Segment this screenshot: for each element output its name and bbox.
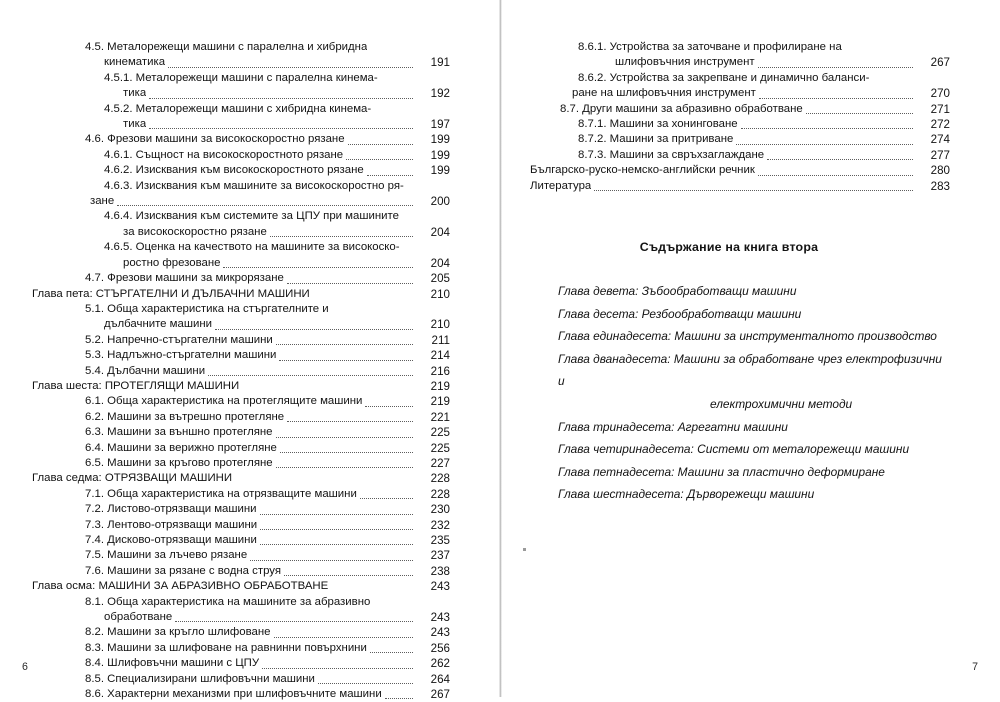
- toc-entry-page-number: 225: [430, 426, 450, 440]
- toc-entry-label: 8.7.3. Машини за свръхзаглаждане: [578, 148, 765, 161]
- dot-leader: [318, 682, 413, 684]
- toc-entry[interactable]: [28, 672, 450, 687]
- toc-entry[interactable]: [28, 364, 450, 379]
- toc-entry-page-number: 211: [431, 333, 450, 347]
- toc-entry-page-number: 238: [430, 564, 450, 578]
- toc-entry[interactable]: [28, 687, 450, 702]
- dot-leader: [223, 266, 413, 268]
- toc-entry-label: 4.6.4. Изисквания към системите за ЦПУ при машините: [104, 210, 399, 223]
- book-two-chapter-wrap: електрохимични методи: [710, 397, 853, 412]
- dot-leader: [758, 66, 913, 68]
- toc-entry-label: 7.2. Листово-отрязващи машини: [85, 503, 257, 516]
- toc-entry-page-number: 243: [430, 611, 450, 625]
- toc-entry-page-number: 271: [930, 102, 950, 116]
- toc-entry[interactable]: [530, 102, 950, 117]
- dot-leader: [331, 591, 413, 592]
- toc-entry-page-number: 277: [930, 148, 950, 162]
- toc-entry-label: тика: [123, 118, 147, 131]
- dot-leader: [365, 405, 413, 407]
- toc-entry-label: 6.4. Машини за верижно протегляне: [85, 441, 277, 454]
- toc-entry-label: ране на шлифовъчния инструмент: [572, 87, 756, 100]
- dot-leader: [274, 636, 413, 638]
- toc-entry-page-number: 228: [430, 487, 450, 501]
- dot-leader: [215, 328, 413, 330]
- toc-entry[interactable]: [28, 256, 450, 271]
- toc-entry-label: Глава пета: СТЪРГАТЕЛНИ И ДЪЛБАЧНИ МАШИНИ: [32, 287, 310, 300]
- toc-entry-label: 7.4. Дисково-отрязващи машини: [85, 534, 257, 546]
- toc-entry[interactable]: [28, 564, 450, 579]
- toc-entry[interactable]: [28, 55, 450, 70]
- toc-entry-page-number: 191: [430, 56, 450, 70]
- toc-entry[interactable]: [28, 579, 450, 594]
- dot-leader: [287, 282, 413, 284]
- toc-entry[interactable]: [28, 194, 450, 209]
- book-two-chapter-label: Глава петнадесета: Машини за пластично деформиране: [558, 464, 885, 479]
- dot-leader: [175, 620, 413, 622]
- toc-entry-label: 7.5. Машини за лъчево рязане: [85, 549, 248, 562]
- dot-leader: [370, 651, 413, 653]
- dot-leader: [381, 82, 413, 83]
- toc-entry-label: 5.4. Дълбачни машини: [85, 364, 206, 377]
- dot-leader: [117, 204, 413, 206]
- toc-entry-label: 7.3. Лентово-отрязващи машини: [85, 518, 258, 531]
- toc-entry-label: 8.6. Характерни механизми при шлифовъчните машини: [85, 688, 382, 701]
- toc-entry-page-number: 221: [430, 410, 450, 424]
- book-two-chapter: [530, 438, 950, 461]
- book-two-chapter: [530, 416, 950, 439]
- toc-entry-label: обработване: [104, 611, 173, 624]
- toc-entry[interactable]: [28, 240, 450, 255]
- page-number-right: 7: [972, 661, 978, 673]
- toc-entry[interactable]: [28, 533, 450, 548]
- book-two-chapter: [530, 348, 950, 416]
- toc-entry-label: Българско-руско-немско-английски речник: [530, 164, 755, 177]
- toc-entry[interactable]: [28, 610, 450, 625]
- toc-entry[interactable]: [530, 86, 950, 101]
- toc-entry-page-number: 262: [430, 657, 450, 671]
- toc-entry-label: 6.2. Машини за вътрешно протегляне: [85, 410, 285, 423]
- dot-leader: [373, 606, 413, 607]
- dot-leader: [280, 451, 413, 453]
- book-two-chapter: [530, 280, 950, 303]
- toc-entry-label: Глава шеста: ПРОТЕГЛЯЩИ МАШИНИ: [32, 379, 240, 392]
- dot-leader: [168, 66, 413, 68]
- toc-entry[interactable]: [28, 518, 450, 533]
- dot-leader: [208, 374, 413, 376]
- toc-entry-page-number: 274: [930, 133, 950, 147]
- toc-entry-label: 4.6.1. Същност на високоскоростното рязане: [104, 148, 344, 161]
- toc-entry-label: дълбачните машини: [104, 318, 213, 331]
- dot-leader: [235, 483, 413, 484]
- toc-entry[interactable]: [530, 71, 950, 86]
- toc-entry[interactable]: [28, 71, 450, 86]
- toc-entry-label: 7.6. Машини за рязане с водна струя: [85, 564, 282, 577]
- book-two-chapter-label: Глава шестнадесета: Дърворежещи машини: [558, 487, 815, 502]
- dot-leader: [367, 174, 413, 176]
- toc-entry-page-number: 199: [430, 148, 450, 162]
- toc-entry[interactable]: [28, 379, 450, 394]
- toc-entry-page-number: 280: [930, 164, 950, 178]
- dot-leader: [284, 574, 413, 576]
- dot-leader: [403, 252, 413, 253]
- book-two-section: [530, 240, 950, 506]
- toc-entry-page-number: 205: [430, 272, 450, 286]
- dot-leader: [872, 82, 913, 83]
- book-two-chapter-label: Глава тринадесета: Агрегатни машини: [558, 419, 788, 434]
- dot-leader: [348, 143, 413, 145]
- toc-entry[interactable]: [28, 641, 450, 656]
- book-two-chapter: [530, 461, 950, 484]
- toc-entry-page-number: 219: [430, 395, 450, 409]
- toc-entry[interactable]: [28, 287, 450, 302]
- book-two-chapter: [530, 483, 950, 506]
- toc-entry-page-number: 225: [430, 441, 450, 455]
- toc-entry-label: 5.3. Надлъжно-стъргателни машини: [85, 349, 277, 362]
- toc-entry-page-number: 200: [430, 195, 450, 209]
- dot-leader: [270, 235, 413, 237]
- table-of-contents-right: [530, 40, 950, 194]
- toc-entry[interactable]: [530, 163, 950, 178]
- dot-leader: [767, 158, 913, 160]
- toc-entry-label: 4.6.2. Изисквания към високоскоростното рязане: [104, 164, 364, 177]
- toc-entry-label: зане: [90, 195, 115, 208]
- toc-entry-label: 4.5.2. Металорежещи машини с хибридна кинема-: [104, 102, 372, 115]
- toc-entry[interactable]: [28, 132, 450, 147]
- toc-entry[interactable]: [28, 394, 450, 409]
- toc-entry[interactable]: [28, 225, 450, 240]
- toc-entry-label: 8.3. Машини за шлифоване на равнинни повърхнини: [85, 641, 367, 654]
- toc-entry-label: Глава седма: ОТРЯЗВАЩИ МАШИНИ: [32, 472, 233, 485]
- toc-entry[interactable]: [28, 502, 450, 517]
- dot-leader: [260, 513, 413, 515]
- dot-leader: [385, 697, 413, 699]
- toc-entry-label: Литература: [530, 179, 592, 192]
- dot-leader: [360, 497, 413, 499]
- dot-leader: [242, 390, 413, 391]
- toc-entry-page-number: 199: [430, 133, 450, 147]
- toc-entry-page-number: 264: [430, 672, 450, 686]
- toc-entry[interactable]: [28, 625, 450, 640]
- page-number-left: 6: [22, 661, 28, 673]
- dot-leader: [262, 667, 413, 669]
- dot-leader: [276, 343, 413, 345]
- book-two-chapter: [530, 303, 950, 326]
- toc-entry[interactable]: [530, 55, 950, 70]
- toc-entry-label: 6.5. Машини за кръгово протегляне: [85, 456, 273, 469]
- toc-entry-label: 4.5. Металорежещи машини с паралелна и хибридна: [85, 41, 368, 53]
- toc-entry-page-number: 192: [430, 87, 450, 101]
- toc-entry-label: 4.5.1. Металорежещи машини с паралелна кинема-: [104, 71, 378, 84]
- toc-entry-label: за високоскоростно рязане: [123, 225, 267, 238]
- toc-entry[interactable]: [28, 117, 450, 132]
- dot-leader: [250, 559, 413, 561]
- dot-leader: [759, 97, 913, 99]
- book-gutter-shadow: [499, 0, 502, 697]
- toc-entry[interactable]: [28, 425, 450, 440]
- toc-entry-page-number: 197: [430, 118, 450, 132]
- toc-entry-label: 8.4. Шлифовъчни машини с ЦПУ: [85, 657, 260, 670]
- toc-entry-label: ростно фрезоване: [123, 256, 221, 269]
- toc-entry[interactable]: [28, 148, 450, 163]
- toc-entry-label: 4.7. Фрезови машини за микрорязане: [85, 272, 284, 285]
- dot-leader: [806, 112, 913, 114]
- dot-leader: [736, 143, 913, 145]
- toc-entry-page-number: 243: [430, 580, 450, 594]
- book-two-chapter-label: Глава дванадесета: Машини за обработване чрез електрофизични и: [558, 351, 942, 389]
- toc-entry-page-number: 243: [430, 626, 450, 640]
- dot-leader: [149, 127, 413, 129]
- toc-entry-page-number: 237: [430, 549, 450, 563]
- book-two-chapter-label: Глава десета: Резбообработващи машини: [558, 306, 802, 321]
- toc-entry[interactable]: [28, 548, 450, 563]
- toc-entry[interactable]: [530, 148, 950, 163]
- toc-entry-page-number: 199: [430, 164, 450, 178]
- dot-leader: [260, 528, 413, 530]
- toc-entry-page-number: 219: [430, 379, 450, 393]
- toc-entry-label: 4.6. Фрезови машини за високоскоростно рязане: [85, 133, 345, 146]
- toc-entry-label: 8.1. Обща характеристика на машините за абразивно: [85, 595, 371, 608]
- book-two-chapter-label: Глава четиринадесета: Системи от металорежещи машини: [558, 442, 910, 457]
- toc-entry-label: 8.5. Специализирани шлифовъчни машини: [85, 672, 315, 685]
- toc-entry-page-number: 227: [430, 456, 450, 470]
- toc-entry[interactable]: [28, 317, 450, 332]
- toc-entry-label: 8.2. Машини за кръгло шлифоване: [85, 626, 271, 639]
- toc-entry-page-number: 267: [930, 56, 950, 70]
- toc-entry-page-number: 228: [430, 472, 450, 486]
- dot-leader: [276, 466, 413, 468]
- toc-entry-page-number: 210: [430, 287, 450, 301]
- toc-entry-page-number: 267: [430, 688, 450, 702]
- table-of-contents-left: [28, 40, 450, 702]
- dot-leader: [287, 420, 413, 422]
- toc-entry-label: 4.6.3. Изисквания към машините за високоскоростно ря-: [104, 179, 404, 192]
- dot-leader: [374, 113, 413, 114]
- toc-entry[interactable]: [28, 102, 450, 117]
- toc-entry[interactable]: [28, 487, 450, 502]
- dot-leader: [346, 158, 413, 160]
- toc-entry[interactable]: [28, 271, 450, 286]
- toc-entry-page-number: 235: [430, 534, 450, 547]
- toc-entry[interactable]: [28, 595, 450, 610]
- toc-entry[interactable]: [28, 209, 450, 224]
- toc-entry-page-number: 204: [430, 225, 450, 239]
- toc-entry-label: 5.1. Обща характеристика на стъргателните и: [85, 302, 329, 315]
- toc-entry-label: 8.6.1. Устройства за заточване и профилиране на: [578, 41, 842, 53]
- dot-leader: [279, 359, 413, 361]
- scan-speck: [523, 548, 526, 551]
- dot-leader: [260, 543, 413, 545]
- toc-entry[interactable]: [28, 348, 450, 363]
- dot-leader: [845, 51, 913, 52]
- right-page: [500, 0, 1000, 697]
- dot-leader: [149, 97, 413, 99]
- toc-entry-page-number: 256: [430, 641, 450, 655]
- toc-entry[interactable]: [28, 302, 450, 317]
- toc-entry-page-number: 210: [430, 318, 450, 332]
- toc-entry-label: 8.7. Други машини за абразивно обработване: [560, 102, 803, 115]
- toc-entry-label: кинематика: [104, 56, 166, 69]
- toc-entry[interactable]: [28, 40, 450, 55]
- toc-entry-label: 8.7.1. Машини за хонинговане: [578, 118, 738, 131]
- toc-entry-label: 6.1. Обща характеристика на протеглящите машини: [85, 395, 363, 408]
- toc-entry-label: Глава осма: МАШИНИ ЗА АБРАЗИВНО ОБРАБОТВАНЕ: [32, 580, 329, 593]
- toc-entry-page-number: 204: [430, 256, 450, 270]
- toc-entry-label: 8.6.2. Устройства за закрепване и динамично баланси-: [578, 71, 870, 84]
- dot-leader: [332, 313, 413, 314]
- book-two-heading: Съдържание на книга втора: [639, 240, 819, 255]
- toc-entry[interactable]: [28, 86, 450, 101]
- toc-entry-page-number: 232: [430, 518, 450, 532]
- toc-entry[interactable]: [530, 179, 950, 194]
- book-two-chapter: [530, 325, 950, 348]
- dot-leader: [594, 189, 913, 191]
- toc-entry-page-number: 216: [430, 364, 450, 378]
- toc-entry-page-number: 283: [930, 179, 950, 193]
- dot-leader: [741, 127, 913, 129]
- dot-leader: [313, 298, 413, 299]
- toc-entry-page-number: 270: [930, 87, 950, 101]
- toc-entry-label: шлифовъчния инструмент: [615, 56, 755, 69]
- toc-entry[interactable]: [28, 656, 450, 671]
- dot-leader: [276, 436, 413, 438]
- toc-entry[interactable]: [28, 441, 450, 456]
- dot-leader: [370, 51, 413, 52]
- book-two-chapter-label: Глава единадесета: Машини за инструменталното производство: [558, 329, 937, 344]
- toc-entry-label: 4.6.5. Оценка на качеството на машините за високоско-: [104, 241, 400, 254]
- toc-entry-label: 6.3. Машини за външно протегляне: [85, 426, 273, 439]
- toc-entry[interactable]: [28, 410, 450, 425]
- toc-entry[interactable]: [530, 117, 950, 132]
- toc-entry-page-number: 230: [430, 503, 450, 517]
- dot-leader: [407, 190, 413, 191]
- book-two-chapter-list: [530, 280, 950, 506]
- toc-entry-page-number: 214: [430, 349, 450, 363]
- toc-entry[interactable]: [28, 471, 450, 486]
- toc-entry-page-number: 272: [930, 118, 950, 132]
- book-two-chapter-label: Глава девета: Зъбообработващи машини: [558, 284, 797, 299]
- toc-entry[interactable]: [28, 163, 450, 178]
- toc-entry[interactable]: [28, 333, 450, 348]
- toc-entry-label: 5.2. Напречно-стъргателни машини: [85, 333, 273, 346]
- toc-entry[interactable]: [530, 132, 950, 147]
- toc-entry[interactable]: [28, 179, 450, 194]
- toc-entry-label: 8.7.2. Машини за притриване: [578, 133, 734, 146]
- toc-entry-label: тика: [123, 87, 147, 100]
- dot-leader: [402, 221, 413, 222]
- dot-leader: [758, 174, 913, 176]
- toc-entry[interactable]: [530, 40, 950, 55]
- toc-entry[interactable]: [28, 456, 450, 471]
- toc-entry-label: 7.1. Обща характеристика на отрязващите машини: [85, 487, 357, 500]
